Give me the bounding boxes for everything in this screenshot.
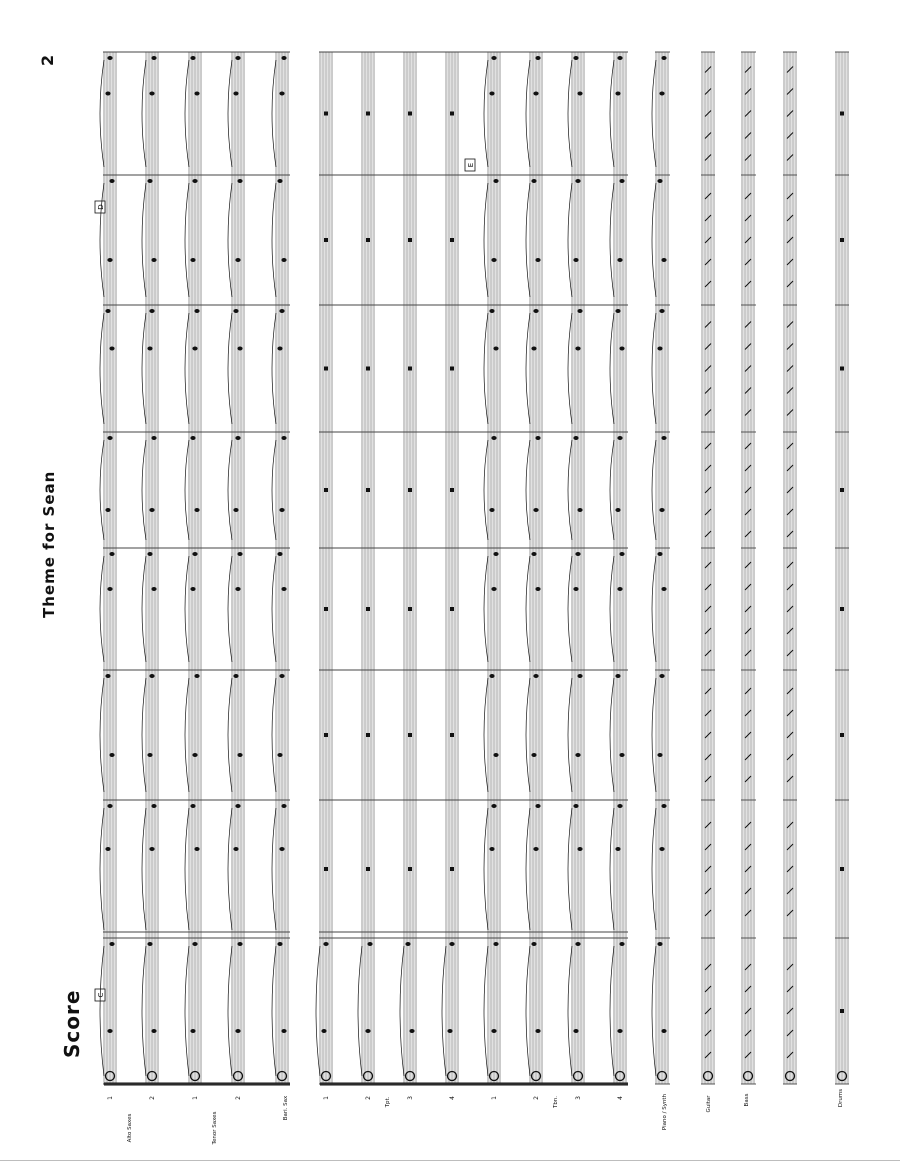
rest-mark bbox=[450, 112, 454, 116]
notehead bbox=[575, 347, 580, 351]
notehead bbox=[493, 552, 498, 556]
notehead bbox=[661, 587, 666, 591]
notehead bbox=[109, 179, 114, 183]
notehead bbox=[493, 347, 498, 351]
rest-mark bbox=[408, 367, 412, 371]
notehead bbox=[493, 753, 498, 757]
rest-mark bbox=[408, 112, 412, 116]
page-bottom-rule bbox=[0, 1160, 900, 1161]
rest-mark bbox=[408, 867, 412, 871]
notehead bbox=[151, 436, 156, 440]
staff-number: 1 bbox=[323, 1096, 330, 1100]
notehead bbox=[147, 942, 152, 946]
notehead bbox=[194, 847, 199, 851]
notehead bbox=[619, 552, 624, 556]
notehead bbox=[657, 753, 662, 757]
staff-number: 1 bbox=[491, 1096, 498, 1100]
notehead bbox=[235, 258, 240, 262]
notehead bbox=[281, 56, 286, 60]
notehead bbox=[190, 258, 195, 262]
staff-number: 1 bbox=[107, 1096, 114, 1100]
notehead bbox=[237, 552, 242, 556]
notehead bbox=[147, 552, 152, 556]
rest-mark bbox=[450, 867, 454, 871]
notehead bbox=[235, 587, 240, 591]
instrument-label: Alto Saxes bbox=[127, 1113, 133, 1143]
rest-mark bbox=[840, 1009, 844, 1013]
notehead bbox=[279, 508, 284, 512]
notehead bbox=[573, 258, 578, 262]
notehead bbox=[659, 92, 664, 96]
notehead bbox=[491, 804, 496, 808]
rest-mark bbox=[324, 733, 328, 737]
notehead bbox=[107, 804, 112, 808]
staff-number: 4 bbox=[617, 1096, 624, 1100]
page-number: 2 bbox=[38, 54, 57, 66]
rest-mark bbox=[450, 733, 454, 737]
rehearsal-mark: E bbox=[467, 162, 475, 168]
notehead bbox=[577, 508, 582, 512]
notehead bbox=[489, 674, 494, 678]
notehead bbox=[535, 436, 540, 440]
notehead bbox=[489, 508, 494, 512]
rest-mark bbox=[450, 238, 454, 242]
notehead bbox=[192, 753, 197, 757]
notehead bbox=[659, 847, 664, 851]
notehead bbox=[489, 309, 494, 313]
notehead bbox=[577, 92, 582, 96]
notehead bbox=[149, 508, 154, 512]
score-header-label: Score bbox=[60, 989, 84, 1058]
rest-mark bbox=[450, 607, 454, 611]
notehead bbox=[535, 1029, 540, 1033]
notehead bbox=[573, 436, 578, 440]
notehead bbox=[533, 674, 538, 678]
notehead bbox=[107, 258, 112, 262]
notehead bbox=[281, 258, 286, 262]
notehead bbox=[323, 942, 328, 946]
notehead bbox=[277, 179, 282, 183]
notehead bbox=[533, 847, 538, 851]
notehead bbox=[105, 847, 110, 851]
notehead bbox=[109, 347, 114, 351]
rest-mark bbox=[840, 367, 844, 371]
staff-number: 4 bbox=[449, 1096, 456, 1100]
rest-mark bbox=[840, 488, 844, 492]
notehead bbox=[192, 552, 197, 556]
notehead bbox=[659, 508, 664, 512]
rest-mark bbox=[324, 867, 328, 871]
notehead bbox=[233, 309, 238, 313]
notehead bbox=[194, 309, 199, 313]
notehead bbox=[661, 1029, 666, 1033]
instrument-label: Tenor Saxes bbox=[212, 1111, 218, 1145]
rest-mark bbox=[324, 367, 328, 371]
notehead bbox=[535, 804, 540, 808]
notehead bbox=[107, 56, 112, 60]
instrument-label: Piano / Synth bbox=[662, 1093, 668, 1131]
rest-mark bbox=[408, 488, 412, 492]
notehead bbox=[107, 1029, 112, 1033]
notehead bbox=[489, 847, 494, 851]
notehead bbox=[531, 179, 536, 183]
notehead bbox=[531, 753, 536, 757]
notehead bbox=[235, 436, 240, 440]
notehead bbox=[659, 309, 664, 313]
notehead bbox=[661, 258, 666, 262]
notehead bbox=[491, 1029, 496, 1033]
notehead bbox=[194, 508, 199, 512]
notehead bbox=[190, 1029, 195, 1033]
notehead bbox=[190, 56, 195, 60]
notehead bbox=[615, 508, 620, 512]
notehead bbox=[617, 804, 622, 808]
notehead bbox=[573, 587, 578, 591]
notehead bbox=[535, 258, 540, 262]
rest-mark bbox=[324, 238, 328, 242]
notehead bbox=[577, 674, 582, 678]
notehead bbox=[151, 587, 156, 591]
notehead bbox=[105, 309, 110, 313]
notehead bbox=[194, 92, 199, 96]
notehead bbox=[615, 674, 620, 678]
notehead bbox=[367, 942, 372, 946]
notehead bbox=[619, 942, 624, 946]
notehead bbox=[577, 847, 582, 851]
rest-mark bbox=[450, 367, 454, 371]
rehearsal-mark: D bbox=[97, 204, 105, 210]
notehead bbox=[279, 92, 284, 96]
notehead bbox=[617, 1029, 622, 1033]
notehead bbox=[190, 587, 195, 591]
instrument-label: Bass bbox=[744, 1093, 750, 1107]
rest-mark bbox=[840, 607, 844, 611]
notehead bbox=[619, 753, 624, 757]
notehead bbox=[281, 804, 286, 808]
notehead bbox=[491, 56, 496, 60]
notehead bbox=[321, 1029, 326, 1033]
notehead bbox=[147, 179, 152, 183]
notehead bbox=[573, 56, 578, 60]
notehead bbox=[531, 552, 536, 556]
notehead bbox=[107, 436, 112, 440]
rest-mark bbox=[324, 488, 328, 492]
notehead bbox=[657, 347, 662, 351]
notehead bbox=[535, 56, 540, 60]
rest-mark bbox=[408, 238, 412, 242]
notehead bbox=[277, 552, 282, 556]
notehead bbox=[531, 347, 536, 351]
notehead bbox=[105, 674, 110, 678]
notehead bbox=[447, 1029, 452, 1033]
notehead bbox=[617, 56, 622, 60]
rest-mark bbox=[366, 733, 370, 737]
notehead bbox=[149, 309, 154, 313]
notehead bbox=[109, 942, 114, 946]
notehead bbox=[105, 92, 110, 96]
score-title: Theme for Sean bbox=[40, 470, 58, 618]
rest-mark bbox=[324, 112, 328, 116]
notehead bbox=[147, 753, 152, 757]
notehead bbox=[190, 804, 195, 808]
notehead bbox=[233, 674, 238, 678]
notehead bbox=[575, 552, 580, 556]
notehead bbox=[493, 179, 498, 183]
notehead bbox=[575, 179, 580, 183]
notehead bbox=[151, 1029, 156, 1033]
notehead bbox=[615, 92, 620, 96]
staff-number: 1 bbox=[192, 1096, 199, 1100]
staff-number: 2 bbox=[533, 1096, 540, 1100]
rest-mark bbox=[840, 238, 844, 242]
notehead bbox=[281, 587, 286, 591]
notehead bbox=[235, 804, 240, 808]
notehead bbox=[281, 1029, 286, 1033]
notehead bbox=[491, 436, 496, 440]
notehead bbox=[107, 587, 112, 591]
notehead bbox=[277, 942, 282, 946]
notehead bbox=[235, 56, 240, 60]
notehead bbox=[149, 92, 154, 96]
notehead bbox=[192, 942, 197, 946]
notehead bbox=[491, 587, 496, 591]
notehead bbox=[277, 753, 282, 757]
instrument-label: Tbn. bbox=[553, 1095, 559, 1109]
rest-mark bbox=[366, 238, 370, 242]
staff-number: 2 bbox=[149, 1096, 156, 1100]
notehead bbox=[657, 552, 662, 556]
notehead bbox=[237, 347, 242, 351]
staff-number: 2 bbox=[235, 1096, 242, 1100]
notehead bbox=[279, 309, 284, 313]
notehead bbox=[575, 942, 580, 946]
notehead bbox=[194, 674, 199, 678]
notehead bbox=[533, 92, 538, 96]
notehead bbox=[281, 436, 286, 440]
notehead bbox=[615, 309, 620, 313]
rest-mark bbox=[324, 607, 328, 611]
notehead bbox=[535, 587, 540, 591]
notehead bbox=[657, 942, 662, 946]
rest-mark bbox=[408, 607, 412, 611]
notehead bbox=[573, 1029, 578, 1033]
notehead bbox=[615, 847, 620, 851]
rehearsal-mark: C bbox=[97, 992, 105, 998]
notehead bbox=[449, 942, 454, 946]
notehead bbox=[147, 347, 152, 351]
notehead bbox=[235, 1029, 240, 1033]
notehead bbox=[109, 753, 114, 757]
notehead bbox=[617, 258, 622, 262]
instrument-label: Guitar bbox=[706, 1095, 712, 1113]
rest-mark bbox=[366, 867, 370, 871]
notehead bbox=[151, 56, 156, 60]
staff-number: 3 bbox=[575, 1096, 582, 1100]
notehead bbox=[661, 804, 666, 808]
notehead bbox=[237, 942, 242, 946]
notehead bbox=[489, 92, 494, 96]
instrument-label: Tpt. bbox=[385, 1096, 391, 1108]
notehead bbox=[617, 587, 622, 591]
notehead bbox=[279, 674, 284, 678]
notehead bbox=[575, 753, 580, 757]
rest-mark bbox=[840, 112, 844, 116]
notehead bbox=[619, 179, 624, 183]
notehead bbox=[661, 436, 666, 440]
notehead bbox=[149, 847, 154, 851]
notehead bbox=[365, 1029, 370, 1033]
rest-mark bbox=[366, 367, 370, 371]
rest-mark bbox=[366, 112, 370, 116]
notehead bbox=[109, 552, 114, 556]
notehead bbox=[659, 674, 664, 678]
notehead bbox=[233, 508, 238, 512]
notehead bbox=[192, 179, 197, 183]
notehead bbox=[190, 436, 195, 440]
notehead bbox=[533, 508, 538, 512]
instrument-label: Bari. Sax bbox=[283, 1095, 289, 1121]
notehead bbox=[619, 347, 624, 351]
rest-mark bbox=[408, 733, 412, 737]
rest-mark bbox=[840, 733, 844, 737]
notehead bbox=[661, 56, 666, 60]
notehead bbox=[409, 1029, 414, 1033]
rest-mark bbox=[366, 607, 370, 611]
rest-mark bbox=[840, 867, 844, 871]
notehead bbox=[151, 258, 156, 262]
instrument-label: Drums bbox=[838, 1088, 844, 1108]
notehead bbox=[192, 347, 197, 351]
notehead bbox=[533, 309, 538, 313]
notehead bbox=[277, 347, 282, 351]
notehead bbox=[405, 942, 410, 946]
notehead bbox=[657, 179, 662, 183]
rest-mark bbox=[366, 488, 370, 492]
notehead bbox=[531, 942, 536, 946]
notehead bbox=[577, 309, 582, 313]
notehead bbox=[151, 804, 156, 808]
notehead bbox=[573, 804, 578, 808]
notehead bbox=[149, 674, 154, 678]
notehead bbox=[233, 847, 238, 851]
notehead bbox=[105, 508, 110, 512]
notehead bbox=[237, 753, 242, 757]
notehead bbox=[237, 179, 242, 183]
notehead bbox=[279, 847, 284, 851]
notehead bbox=[617, 436, 622, 440]
notehead bbox=[233, 92, 238, 96]
staff-number: 2 bbox=[365, 1096, 372, 1100]
rest-mark bbox=[450, 488, 454, 492]
staff-number: 3 bbox=[407, 1096, 414, 1100]
notehead bbox=[491, 258, 496, 262]
notehead bbox=[493, 942, 498, 946]
